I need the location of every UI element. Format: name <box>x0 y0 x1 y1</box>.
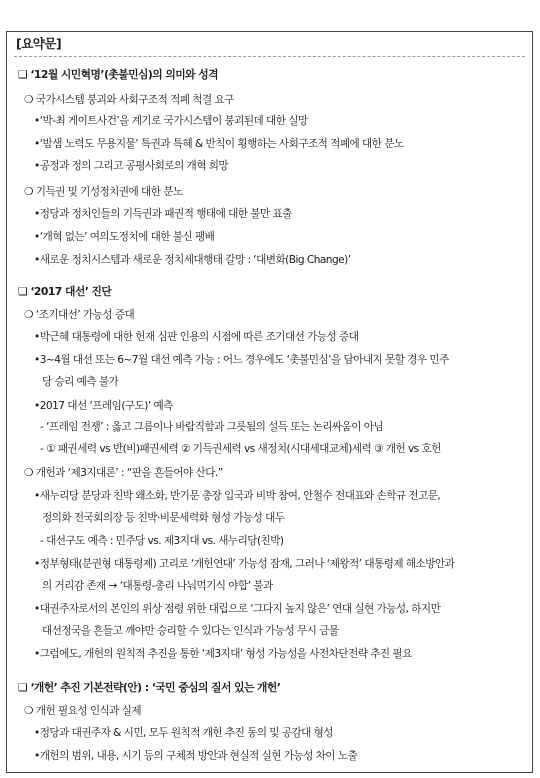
text-line: •새누리당 분당과 친박 왜소화, 반기문 총장 입국과 비박 참여, 안철수 전대표와 손학규 전고문, <box>34 490 441 502</box>
text-line: •그럼에도, 개헌의 원칙적 추진을 통한 ‘제3지대’ 형성 가능성을 사전차단전략 추진 필요 <box>34 648 412 660</box>
text-line: •2017 대선 ‘프레임(구도)’ 예측 <box>34 400 173 412</box>
text-line: 의 거리감 존재 → ‘대통령-총리 나눠먹기식 야합’ 불과 <box>42 580 273 592</box>
text-line: •대권주자로서의 본인의 위상 점령 위한 대립으로 ‘그다지 높지 않은’ 연대 실현 가능성, 하지만 <box>34 603 441 615</box>
text-line: •정부형태(분권형 대통령제) 고리로 ‘개헌연대’ 가능성 잠재, 그러나 ‘제왕적’ 대통령제 해소방안과 <box>34 558 455 570</box>
text-line: 당 승리 예측 불가 <box>42 376 119 388</box>
section-heading: ❑ ‘개헌’ 추진 기본전략(안) : ‘국민 중심의 질서 있는 개헌’ <box>18 681 281 694</box>
text-line: ❍ 국가시스템 붕괴와 사회구조적 적폐 척결 요구 <box>24 94 234 106</box>
text-line: - ‘프레임 전쟁’ : 옳고 그름이나 바람직함과 그릇됨의 설득 또는 논리싸움이 아님 <box>40 421 384 433</box>
text-line: 대선정국을 흔들고 깨야만 승리할 수 있다는 인식과 가능성 무시 금물 <box>42 625 339 637</box>
text-line: •정당과 정치인들의 기득권과 패권적 행태에 대한 불만 표출 <box>34 208 292 220</box>
text-line: ❍ ‘조기대선’ 가능성 증대 <box>24 309 135 321</box>
text-line: •정당과 대권주자 & 시민, 모두 원칙적 개헌 추진 동의 및 공감대 형성 <box>34 727 333 739</box>
text-line: ❍ 개헌 필요성 인식과 실제 <box>24 705 142 717</box>
text-line: ❍ 기득권 및 기성정치권에 대한 분노 <box>24 186 183 198</box>
text-line: •‘박-최 게이트사건’을 계기로 국가시스템이 붕괴된데 대한 실망 <box>34 115 308 127</box>
text-line: •새로운 정치시스템과 새로운 정치세대행태 갈망 : ‘대변화(Big Change)’ <box>34 254 351 266</box>
text-line: •‘개혁 없는’ 여의도정치에 대한 불신 팽배 <box>34 231 215 243</box>
divider <box>14 56 525 57</box>
section-heading: ❑ ‘2017 대선’ 진단 <box>18 285 112 298</box>
summary-tag: [요약문] <box>16 36 62 51</box>
text-line: •3~4월 대선 또는 6~7월 대선 예측 가능 : 어느 경우에도 ‘촛불민심’을 담아내지 못할 경우 민주 <box>34 354 449 366</box>
section-heading: ❑ ‘12월 시민혁명’(촛불민심)의 의미와 성격 <box>18 68 218 81</box>
text-line: - 대선구도 예측 : 민주당 vs. 제3지대 vs. 새누리당(친박) <box>40 535 284 547</box>
text-line: 정의화 전국회의장 등 친박·비문세력화 형성 가능성 대두 <box>42 512 285 524</box>
text-line: •개헌의 범위, 내용, 시기 등의 구체적 방안과 현실적 실현 가능성 차이 노출 <box>34 750 358 762</box>
text-line: ❍ 개헌과 ‘제3지대론’ : “판을 흔들어야 산다.” <box>24 467 223 479</box>
text-line: •‘밤샘 노력도 무용지물’ 특권과 특혜 & 반칙이 횡행하는 사회구조적 적폐에 대한 분노 <box>34 138 404 150</box>
text-line: •공정과 정의 그리고 공평사회로의 개혁 희망 <box>34 160 229 172</box>
text-line: - ① 패권세력 vs 반(비)패권세력 ② 기득권세력 vs 새정치(시대세대교체)세력 ③ 개헌 vs 호헌 <box>40 443 441 455</box>
text-line: •박근혜 대통령에 대한 헌재 심판 인용의 시점에 따른 조기대선 가능성 증대 <box>34 331 359 343</box>
